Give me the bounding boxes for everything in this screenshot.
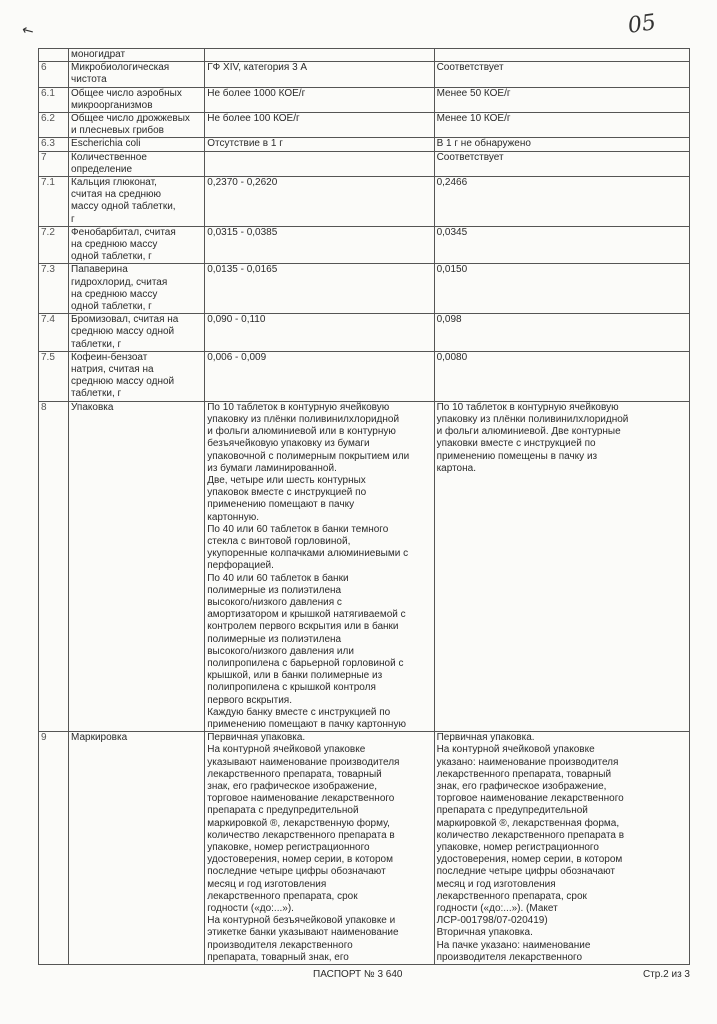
result: 0,0345 [434, 226, 689, 264]
specification [205, 49, 434, 62]
table-row [39, 351, 690, 401]
row-number: 6.2 [39, 113, 69, 138]
result: Соответствует [434, 62, 689, 87]
table-row [39, 87, 690, 112]
indicator-name: Количественное определение [69, 151, 205, 176]
table-row [39, 264, 690, 314]
row-number: 6.3 [39, 138, 69, 151]
table-row [39, 177, 690, 227]
scan-mark: ↖ [18, 20, 37, 40]
indicator-name: Маркировка [69, 732, 205, 965]
result [434, 49, 689, 62]
indicator-name: Общее число дрожжевых и плесневых грибов [69, 113, 205, 138]
row-number: 7.2 [39, 226, 69, 264]
result: По 10 таблеток в контурную ячейковую упаковку из плёнки поливинилхлоридной и фольги алюминиевой. Две контурные упаковки вместе с инструкцией по применению помещены в пачку из картона. [434, 401, 689, 731]
result: Менее 50 КОЕ/г [434, 87, 689, 112]
table-row [39, 401, 690, 731]
table-row [39, 226, 690, 264]
table-row [39, 62, 690, 87]
indicator-name: Escherichia coli [69, 138, 205, 151]
result: 0,2466 [434, 177, 689, 227]
specification: Первичная упаковка. На контурной ячейковой упаковке указывают наименование производителя лекарственного препарата, товарный знак, его графическое изображение, торговое наименование лекарственного препарата с предупредительной маркировкой ®, лекарственную форму, количество лекарственного препарата в упаковке, номер регистрационного удостоверения, номер серии, в котором последние четыре цифры обозначают месяц и год изготовления лекарственного препарата, срок годности («до:...»). На контурной безъячейковой упаковке и этикетке банки указывают наименование производителя лекарственного препарата, товарный знак, его [205, 732, 434, 965]
table-row [39, 49, 690, 62]
table-row [39, 732, 690, 965]
row-number: 6.1 [39, 87, 69, 112]
indicator-name: Фенобарбитал, считая на среднюю массу одной таблетки, г [69, 226, 205, 264]
row-number: 7.5 [39, 351, 69, 401]
result: 0,0150 [434, 264, 689, 314]
specification: ГФ XIV, категория 3 А [205, 62, 434, 87]
result: Соответствует [434, 151, 689, 176]
indicator-name: Бромизовал, считая на среднюю массу одной таблетки, г [69, 314, 205, 352]
specification: Не более 1000 КОЕ/г [205, 87, 434, 112]
result: В 1 г не обнаружено [434, 138, 689, 151]
page-number: Стр.2 из 3 [643, 969, 690, 981]
indicator-name: Общее число аэробных микроорганизмов [69, 87, 205, 112]
row-number: 9 [39, 732, 69, 965]
table-row [39, 113, 690, 138]
specification: 0,0135 - 0,0165 [205, 264, 434, 314]
specification: 0,2370 - 0,2620 [205, 177, 434, 227]
specification [205, 151, 434, 176]
specification: По 10 таблеток в контурную ячейковую упаковку из плёнки поливинилхлоридной и фольги алюминиевой или в контурную безъячейковую упаковку из бумаги упаковочной с полимерным покрытием или из бумаги ламинированной. Две, четыре или шесть контурных упаковок вместе с инструкцией по применению помещают в пачку картонную. По 40 или 60 таблеток в банки темного стекла с винтовой горловиной, укупоренные колпачками алюминиевыми с перфорацией. По 40 или 60 таблеток в банки полимерные из полиэтилена высокого/низкого давления с амортизатором и крышкой натягиваемой с контролем первого вскрытия или в банки полимерные из полиэтилена высокого/низкого давления или полипропилена с барьерной горловиной с крышкой, или в банки полимерные из полипропилена с крышкой контроля первого вскрытия. Каждую банку вместе с инструкцией по применению помещают в пачку картонную [205, 401, 434, 731]
specification: 0,0315 - 0,0385 [205, 226, 434, 264]
specification: Отсутствие в 1 г [205, 138, 434, 151]
result: 0,098 [434, 314, 689, 352]
row-number: 6 [39, 62, 69, 87]
row-number: 7 [39, 151, 69, 176]
specification: 0,006 - 0,009 [205, 351, 434, 401]
table-row [39, 314, 690, 352]
passport-number: ПАСПОРТ № 3 640 [313, 969, 403, 981]
page-content [38, 48, 690, 983]
row-number: 7.1 [39, 177, 69, 227]
row-number: 8 [39, 401, 69, 731]
indicator-name: Микробиологическая чистота [69, 62, 205, 87]
table-row [39, 151, 690, 176]
page-footer [38, 969, 690, 983]
indicator-name: Упаковка [69, 401, 205, 731]
result: Менее 10 КОЕ/г [434, 113, 689, 138]
result: Первичная упаковка. На контурной ячейковой упаковке указано: наименование производителя лекарственного препарата, товарный знак, его графическое изображение, торговое наименование лекарственного препарата с предупредительной маркировкой ®, лекарственная форма, количество лекарственного препарата в упаковке, номер регистрационного удостоверения, номер серии, в котором последние четыре цифры обозначают месяц и год изготовления лекарственного препарата, срок годности («до:...»). (Макет ЛСР-001798/07-020419) Вторичная упаковка. На пачке указано: наименование производителя лекарственного [434, 732, 689, 965]
row-number: 7.4 [39, 314, 69, 352]
indicator-name: Кофеин-бензоат натрия, считая на среднюю массу одной таблетки, г [69, 351, 205, 401]
row-number [39, 49, 69, 62]
indicator-name: моногидрат [69, 49, 205, 62]
handwritten-page-number: 05 [626, 10, 658, 39]
indicator-name: Кальция глюконат, считая на среднюю массу одной таблетки, г [69, 177, 205, 227]
table-row [39, 138, 690, 151]
specification: Не более 100 КОЕ/г [205, 113, 434, 138]
specification: 0,090 - 0,110 [205, 314, 434, 352]
result: 0,0080 [434, 351, 689, 401]
row-number: 7.3 [39, 264, 69, 314]
indicator-name: Папаверина гидрохлорид, считая на среднюю массу одной таблетки, г [69, 264, 205, 314]
passport-table [38, 48, 690, 965]
